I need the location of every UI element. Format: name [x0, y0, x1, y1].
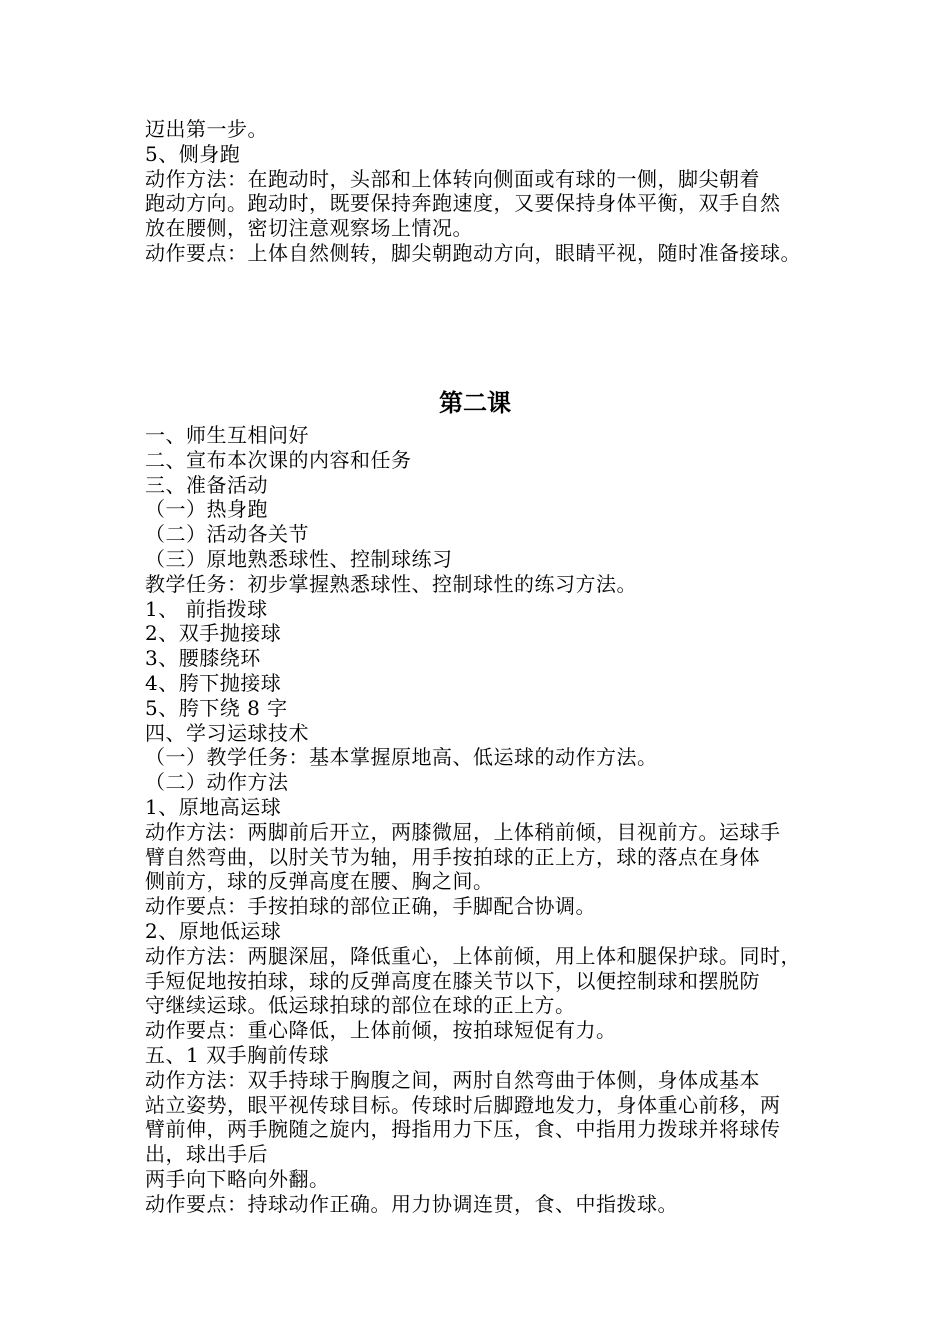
text-line: 动作要点：手按拍球的部位正确，手脚配合协调。 [145, 894, 596, 919]
text-line: 三、准备活动 [145, 472, 268, 497]
text-line: 放在腰侧，密切注意观察场上情况。 [145, 216, 473, 241]
text-line: 动作要点：持球动作正确。用力协调连贯，食、中指拨球。 [145, 1191, 678, 1216]
lesson-body [145, 423, 825, 1217]
text-line: 动作方法：双手持球于胸腹之间，两肘自然弯曲于体侧，身体成基本 [145, 1067, 760, 1092]
text-line: 跑动方向。跑动时，既要保持奔跑速度，又要保持身体平衡，双手自然 [145, 191, 781, 216]
text-line: 两手向下略向外翻。 [145, 1166, 330, 1191]
text-line: 1、 前指拨球 [145, 596, 268, 621]
text-line: 五、1 双手胸前传球 [145, 1042, 330, 1067]
text-line: 守继续运球。低运球拍球的部位在球的正上方。 [145, 993, 576, 1018]
text-line: 2、原地低运球 [145, 918, 282, 943]
text-line: 4、胯下抛接球 [145, 670, 282, 695]
text-line: 出，球出手后 [145, 1142, 268, 1167]
text-line: （一）热身跑 [145, 497, 268, 522]
text-line: （一）教学任务：基本掌握原地高、低运球的动作方法。 [145, 745, 658, 770]
text-line: 臂前伸，两手腕随之旋内，拇指用力下压，食、中指用力拨球并将球传 [145, 1117, 781, 1142]
text-line: （二）活动各关节 [145, 522, 309, 547]
text-line: （三）原地熟悉球性、控制球练习 [145, 546, 453, 571]
text-line: 动作要点：上体自然侧转，脚尖朝跑动方向，眼睛平视，随时准备接球。 [145, 240, 801, 265]
text-line: 2、双手抛接球 [145, 621, 282, 646]
text-line: 一、师生互相问好 [145, 423, 309, 447]
text-line: 5、胯下绕 8 字 [145, 695, 288, 720]
text-line: 1、原地高运球 [145, 794, 282, 819]
text-line: 手短促地按拍球，球的反弹高度在膝关节以下，以便控制球和摆脱防 [145, 968, 760, 993]
text-line: 臂自然弯曲，以肘关节为轴，用手按拍球的正上方，球的落点在身体 [145, 844, 760, 869]
previous-section-text [145, 117, 825, 266]
text-line: 二、宣布本次课的内容和任务 [145, 447, 412, 472]
text-line: 5、侧身跑 [145, 141, 241, 166]
text-line: 动作方法：在跑动时，头部和上体转向侧面或有球的一侧，脚尖朝着 [145, 166, 760, 191]
text-line: 动作要点：重心降低，上体前倾，按拍球短促有力。 [145, 1018, 617, 1043]
text-line: 四、学习运球技术 [145, 720, 309, 745]
text-line: 侧前方，球的反弹高度在腰、胸之间。 [145, 869, 494, 894]
text-line: 动作方法：两腿深屈，降低重心，上体前倾，用上体和腿保护球。同时， [145, 943, 801, 968]
text-line: 动作方法：两脚前后开立，两膝微屈，上体稍前倾，目视前方。运球手 [145, 819, 781, 844]
text-line: 迈出第一步。 [145, 117, 268, 141]
text-line: 3、腰膝绕环 [145, 646, 261, 671]
lesson-title: 第二课 [439, 389, 511, 417]
text-line: 站立姿势，眼平视传球目标。传球时后脚蹬地发力，身体重心前移，两 [145, 1092, 781, 1117]
text-line: （二）动作方法 [145, 770, 289, 795]
text-line: 教学任务：初步掌握熟悉球性、控制球性的练习方法。 [145, 571, 637, 596]
